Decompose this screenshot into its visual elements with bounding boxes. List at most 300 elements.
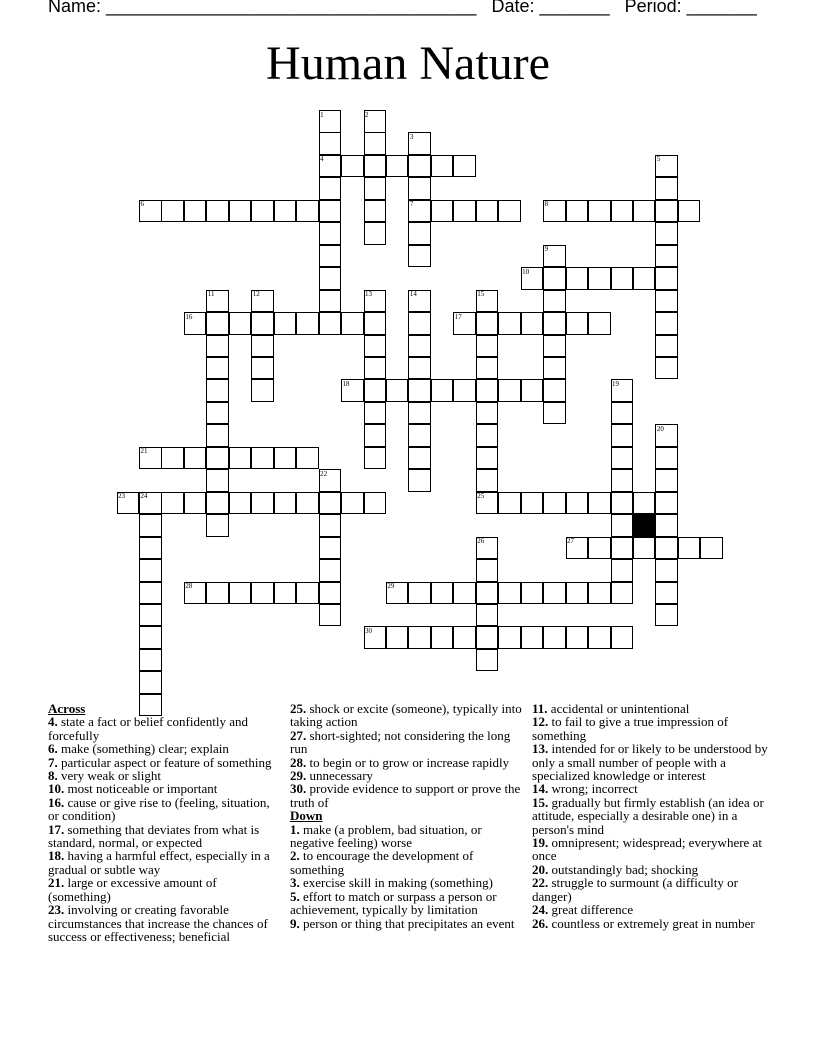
crossword-cell[interactable] xyxy=(251,357,274,380)
crossword-cell[interactable] xyxy=(655,537,678,560)
crossword-cell[interactable] xyxy=(229,312,252,335)
clue-text: to encourage the development of something xyxy=(290,848,474,877)
clue-number: 6. xyxy=(48,741,58,757)
clue-number: 12. xyxy=(532,714,549,730)
clue-number: 9. xyxy=(290,915,300,931)
crossword-cell[interactable] xyxy=(206,447,229,470)
crossword-cell[interactable] xyxy=(296,492,319,515)
crossword-cell[interactable] xyxy=(453,582,476,605)
crossword-cell[interactable] xyxy=(566,582,589,605)
crossword-cell[interactable] xyxy=(184,447,207,470)
across-clue xyxy=(290,782,522,809)
crossword-cell[interactable] xyxy=(206,582,229,605)
crossword-cell[interactable] xyxy=(274,582,297,605)
crossword-cell[interactable] xyxy=(588,267,611,290)
across-clue xyxy=(48,769,280,782)
cell-number: 14 xyxy=(409,290,417,299)
crossword-cell[interactable] xyxy=(364,402,387,425)
crossword-cell[interactable] xyxy=(139,514,162,537)
crossword-cell[interactable] xyxy=(543,402,566,425)
across-clue xyxy=(48,903,280,943)
crossword-cell[interactable] xyxy=(476,559,499,582)
down-clue xyxy=(532,702,772,715)
clue-text: very weak or slight xyxy=(61,768,162,784)
crossword-cell[interactable] xyxy=(408,335,431,358)
cell-number: 23 xyxy=(118,492,125,501)
clue-number: 19. xyxy=(532,835,549,851)
crossword-cell[interactable] xyxy=(476,424,499,447)
crossword-cell[interactable] xyxy=(408,469,431,492)
clue-number: 13. xyxy=(532,741,549,757)
crossword-cell[interactable] xyxy=(184,200,207,223)
crossword-cell[interactable] xyxy=(296,447,319,470)
date-label: Date: xyxy=(491,0,535,16)
crossword-cell[interactable] xyxy=(251,379,274,402)
crossword-cell[interactable] xyxy=(431,379,454,402)
crossword-cell[interactable] xyxy=(364,312,387,335)
crossword-cell[interactable] xyxy=(229,492,252,515)
clue-text: accidental or unintentional xyxy=(550,701,690,716)
crossword-cell[interactable] xyxy=(498,492,521,515)
crossword-cell[interactable] xyxy=(408,626,431,649)
crossword-cell[interactable] xyxy=(296,200,319,223)
crossword-cell[interactable] xyxy=(161,492,184,515)
clue-text: make (a problem, bad situation, or negative feeling) worse xyxy=(290,821,482,851)
crossword-cell[interactable] xyxy=(543,267,566,290)
crossword-cell[interactable] xyxy=(251,447,274,470)
crossword-cell[interactable] xyxy=(498,200,521,223)
down-clue xyxy=(532,876,772,903)
cell-number: 3 xyxy=(409,132,414,141)
crossword-cell[interactable] xyxy=(206,424,229,447)
down-clue xyxy=(290,890,522,917)
crossword-cell[interactable] xyxy=(611,537,634,560)
clue-number: 7. xyxy=(48,754,58,770)
crossword-cell[interactable] xyxy=(139,582,162,605)
crossword-cell[interactable] xyxy=(251,492,274,515)
crossword-cell[interactable] xyxy=(206,469,229,492)
crossword-cell[interactable] xyxy=(588,537,611,560)
crossword-cell[interactable] xyxy=(431,200,454,223)
crossword-cell[interactable] xyxy=(408,177,431,200)
crossword-cell[interactable] xyxy=(476,357,499,380)
clue-number: 21. xyxy=(48,875,65,891)
crossword-cell[interactable] xyxy=(206,402,229,425)
crossword-cell[interactable] xyxy=(319,312,342,335)
crossword-cell[interactable] xyxy=(408,357,431,380)
crossword-cell[interactable] xyxy=(521,626,544,649)
crossword-cell[interactable] xyxy=(408,582,431,605)
cell-number: 17 xyxy=(454,312,462,321)
crossword-cell[interactable] xyxy=(611,514,634,537)
across-heading: Across xyxy=(48,701,86,716)
crossword-cell[interactable] xyxy=(251,335,274,358)
crossword-cell[interactable] xyxy=(408,155,431,178)
crossword-cell[interactable] xyxy=(408,222,431,245)
crossword-cell[interactable] xyxy=(274,200,297,223)
crossword-cell[interactable] xyxy=(543,626,566,649)
across-clue xyxy=(48,823,280,850)
cell-number: 13 xyxy=(365,290,372,299)
clue-text: to begin or to grow or increase rapidly xyxy=(309,754,510,770)
crossword-cell[interactable] xyxy=(161,200,184,223)
across-clue xyxy=(48,782,280,795)
crossword-cell[interactable] xyxy=(341,155,364,178)
crossword-cell[interactable] xyxy=(408,424,431,447)
crossword-cell[interactable] xyxy=(521,312,544,335)
crossword-cell[interactable] xyxy=(364,200,387,223)
crossword-cell[interactable] xyxy=(655,582,678,605)
crossword-cell[interactable] xyxy=(700,537,723,560)
crossword-cell[interactable] xyxy=(476,335,499,358)
crossword-cell[interactable] xyxy=(319,267,342,290)
crossword-cell[interactable] xyxy=(364,492,387,515)
crossword-cell[interactable] xyxy=(139,537,162,560)
cell-number: 16 xyxy=(185,312,193,321)
crossword-cell[interactable] xyxy=(655,357,678,380)
page-title: Human Nature xyxy=(266,37,550,90)
crossword-cell[interactable] xyxy=(274,312,297,335)
crossword-cell[interactable] xyxy=(364,447,387,470)
crossword-cell[interactable] xyxy=(341,492,364,515)
clue-text: make (something) clear; explain xyxy=(61,741,229,757)
crossword-cell[interactable] xyxy=(319,200,342,223)
crossword-cell[interactable] xyxy=(453,626,476,649)
clue-text: exercise skill in making (something) xyxy=(303,875,493,891)
crossword-cell[interactable] xyxy=(655,222,678,245)
clue-text: short-sighted; not considering the long run xyxy=(290,727,511,757)
crossword-cell[interactable] xyxy=(611,424,634,447)
clue-text: having a harmful effect, especially in a gradual or subtle way xyxy=(48,848,270,877)
cell-number: 11 xyxy=(207,290,215,299)
crossword-cell[interactable] xyxy=(611,267,634,290)
down-heading: Down xyxy=(290,808,323,824)
crossword-cell[interactable] xyxy=(229,200,252,223)
crossword-cell[interactable] xyxy=(678,200,701,223)
crossword-cell[interactable] xyxy=(251,200,274,223)
crossword-cell[interactable] xyxy=(184,492,207,515)
crossword-cell[interactable] xyxy=(521,379,544,402)
period-line[interactable]: _______ xyxy=(686,0,757,16)
crossword-cell[interactable] xyxy=(543,379,566,402)
down-clue xyxy=(532,796,772,836)
crossword-cell[interactable] xyxy=(206,357,229,380)
clue-text: involving or creating favorable circumstances that increase the chances of success or effectiveness; beneficial xyxy=(48,902,268,944)
crossword-cell[interactable] xyxy=(431,155,454,178)
crossword-cell[interactable] xyxy=(319,177,342,200)
crossword-cell[interactable] xyxy=(588,200,611,223)
crossword-cell[interactable] xyxy=(678,537,701,560)
crossword-cell[interactable] xyxy=(655,267,678,290)
crossword-cell[interactable] xyxy=(408,245,431,268)
crossword-cell[interactable] xyxy=(611,469,634,492)
cell-number: 28 xyxy=(185,582,193,590)
cell-number: 1 xyxy=(320,110,324,119)
clue-text: cause or give rise to (feeling, situation, or condition) xyxy=(48,794,270,824)
crossword-cell[interactable] xyxy=(476,604,499,627)
crossword-cell[interactable] xyxy=(453,155,476,178)
crossword-cell[interactable] xyxy=(319,604,342,627)
crossword-cell[interactable] xyxy=(655,514,678,537)
down-clue xyxy=(290,823,522,850)
crossword-cell[interactable] xyxy=(364,132,387,155)
name-line[interactable]: _____________________________________ xyxy=(106,0,477,16)
crossword-cell[interactable] xyxy=(633,492,656,515)
cell-number: 30 xyxy=(365,626,372,635)
cell-number: 27 xyxy=(567,537,574,545)
crossword-cell[interactable] xyxy=(139,604,162,627)
crossword-cell[interactable] xyxy=(139,626,162,649)
crossword-cell[interactable] xyxy=(566,626,589,649)
cell-number: 29 xyxy=(387,582,395,590)
clue-number: 18. xyxy=(48,848,65,864)
across-clue xyxy=(48,756,280,769)
cell-number: 26 xyxy=(477,537,485,545)
across-clue xyxy=(290,729,522,756)
across-clue xyxy=(48,876,280,903)
crossword-cell[interactable] xyxy=(206,514,229,537)
crossword-cell[interactable] xyxy=(319,582,342,605)
crossword-cell[interactable] xyxy=(543,582,566,605)
crossword-cell[interactable] xyxy=(655,559,678,582)
crossword-cell[interactable] xyxy=(655,447,678,470)
crossword-cell[interactable] xyxy=(319,537,342,560)
clue-text: to fail to give a true impression of something xyxy=(532,714,729,743)
crossword-cell[interactable] xyxy=(319,492,342,515)
crossword-cell[interactable] xyxy=(206,335,229,358)
crossword-cell[interactable] xyxy=(453,379,476,402)
crossword-cell[interactable] xyxy=(521,492,544,515)
across-clue-list-part-2 xyxy=(290,702,522,809)
crossword-cell[interactable] xyxy=(588,626,611,649)
clue-text: provide evidence to support or prove the truth of xyxy=(290,781,521,810)
crossword-cell[interactable] xyxy=(206,312,229,335)
crossword-cell[interactable] xyxy=(611,582,634,605)
across-clue xyxy=(48,715,280,742)
clue-number: 22. xyxy=(532,875,549,891)
crossword-cell[interactable] xyxy=(476,469,499,492)
crossword-cell[interactable] xyxy=(364,155,387,178)
crossword-cell[interactable] xyxy=(274,447,297,470)
crossword-cell[interactable] xyxy=(408,379,431,402)
clue-text: particular aspect or feature of something xyxy=(61,754,272,770)
crossword-cell[interactable] xyxy=(476,649,499,672)
clue-text: something that deviates from what is standard, normal, or expected xyxy=(48,821,260,851)
crossword-cell[interactable] xyxy=(274,492,297,515)
crossword-cell[interactable] xyxy=(498,312,521,335)
down-clue xyxy=(290,876,522,889)
cell-number: 12 xyxy=(252,290,260,299)
across-clue xyxy=(290,769,522,782)
clue-text: effort to match or surpass a person or achievement, typically by limitation xyxy=(290,888,497,918)
crossword-cell[interactable] xyxy=(476,447,499,470)
crossword-cell[interactable] xyxy=(431,582,454,605)
crossword-cell[interactable] xyxy=(319,514,342,537)
crossword-cell[interactable] xyxy=(319,132,342,155)
crossword-cell[interactable] xyxy=(633,200,656,223)
crossword-cell[interactable] xyxy=(543,290,566,313)
crossword-cell[interactable] xyxy=(543,492,566,515)
cell-number: 18 xyxy=(342,379,350,388)
crossword-cell[interactable] xyxy=(431,626,454,649)
crossword-cell[interactable] xyxy=(364,335,387,358)
crossword-cell[interactable] xyxy=(386,626,409,649)
clue-number: 16. xyxy=(48,794,65,810)
cell-number: 15 xyxy=(477,290,485,299)
date-line[interactable]: _______ xyxy=(539,0,610,16)
crossword-cell[interactable] xyxy=(408,447,431,470)
crossword-cell[interactable] xyxy=(633,267,656,290)
down-clue xyxy=(290,849,522,876)
crossword-cell[interactable] xyxy=(364,379,387,402)
across-clue xyxy=(48,742,280,755)
clue-column-1 xyxy=(48,702,280,943)
crossword-cell[interactable] xyxy=(206,200,229,223)
crossword-cell[interactable] xyxy=(566,492,589,515)
crossword-cell[interactable] xyxy=(296,312,319,335)
crossword-cell[interactable] xyxy=(655,312,678,335)
down-clue xyxy=(532,903,772,916)
crossword-cell[interactable] xyxy=(655,290,678,313)
crossword-cell[interactable] xyxy=(655,177,678,200)
clue-number: 15. xyxy=(532,794,549,810)
clue-number: 5. xyxy=(290,888,300,904)
cell-number: 25 xyxy=(477,492,485,501)
down-clue xyxy=(532,742,772,782)
crossword-cell[interactable] xyxy=(364,424,387,447)
crossword-cell[interactable] xyxy=(476,626,499,649)
crossword-cell[interactable] xyxy=(611,626,634,649)
clue-text: large or excessive amount of (something) xyxy=(48,875,217,904)
crossword-cell[interactable] xyxy=(543,312,566,335)
cell-number: 6 xyxy=(140,200,144,209)
cell-number: 19 xyxy=(612,379,619,388)
crossword-cell[interactable] xyxy=(633,537,656,560)
crossword-cell[interactable] xyxy=(139,559,162,582)
crossword-cell[interactable] xyxy=(588,492,611,515)
crossword-cell[interactable] xyxy=(655,469,678,492)
crossword-cell[interactable] xyxy=(386,379,409,402)
crossword-cell[interactable] xyxy=(611,492,634,515)
clue-number: 11. xyxy=(532,701,548,716)
crossword-cell[interactable] xyxy=(251,582,274,605)
crossword-cell[interactable] xyxy=(386,155,409,178)
crossword-cell[interactable] xyxy=(611,559,634,582)
crossword-cell[interactable] xyxy=(364,222,387,245)
crossword-cell[interactable] xyxy=(498,379,521,402)
crossword-cell[interactable] xyxy=(476,402,499,425)
crossword-cell[interactable] xyxy=(161,447,184,470)
crossword-cell[interactable] xyxy=(139,671,162,694)
crossword-cell[interactable] xyxy=(251,312,274,335)
across-clue xyxy=(290,756,522,769)
cell-number: 22 xyxy=(320,469,328,478)
crossword-cell[interactable] xyxy=(206,492,229,515)
crossword-cell[interactable] xyxy=(543,335,566,358)
crossword-cell[interactable] xyxy=(588,312,611,335)
crossword-cell[interactable] xyxy=(296,582,319,605)
cell-number: 24 xyxy=(140,492,148,501)
crossword-cell[interactable] xyxy=(341,312,364,335)
crossword-cell[interactable] xyxy=(566,267,589,290)
clue-number: 27. xyxy=(290,727,307,743)
crossword-cell[interactable] xyxy=(319,559,342,582)
down-clue-list-part-1 xyxy=(290,823,522,930)
clue-number: 4. xyxy=(48,714,58,730)
down-clue xyxy=(532,782,772,795)
crossword-cell[interactable] xyxy=(543,357,566,380)
clue-text: omnipresent; widespread; everywhere at once xyxy=(532,835,762,864)
crossword-cell[interactable] xyxy=(611,402,634,425)
clue-text: most noticeable or important xyxy=(67,781,218,797)
clue-number: 10. xyxy=(48,781,65,797)
crossword-cell[interactable] xyxy=(476,200,499,223)
crossword-cell[interactable] xyxy=(611,200,634,223)
crossword-cell[interactable] xyxy=(655,604,678,627)
crossword-cell[interactable] xyxy=(566,312,589,335)
crossword-cell[interactable] xyxy=(655,492,678,515)
clue-text: countless or extremely great in number xyxy=(551,915,755,931)
crossword-cell[interactable] xyxy=(566,200,589,223)
down-clue xyxy=(532,917,772,930)
down-clue xyxy=(290,917,522,930)
crossword-cell[interactable] xyxy=(364,357,387,380)
crossword-cell[interactable] xyxy=(229,582,252,605)
cell-number: 10 xyxy=(522,267,530,276)
down-clue-list-part-2 xyxy=(532,702,772,930)
cell-number: 9 xyxy=(544,245,549,254)
crossword-cell[interactable] xyxy=(476,312,499,335)
crossword-cell[interactable] xyxy=(229,447,252,470)
crossword-cell[interactable] xyxy=(655,245,678,268)
crossword-cell[interactable] xyxy=(319,222,342,245)
crossword-cell[interactable] xyxy=(408,402,431,425)
crossword-cell[interactable] xyxy=(655,200,678,223)
crossword-cell[interactable] xyxy=(408,312,431,335)
clue-text: intended for or likely to be understood by only a small number of people with a specialized knowledge or interest xyxy=(532,741,768,784)
down-clue xyxy=(532,836,772,863)
clue-number: 3. xyxy=(290,875,300,891)
cell-number: 4 xyxy=(320,155,324,164)
crossword-cell[interactable] xyxy=(319,290,342,313)
cell-number: 7 xyxy=(409,200,414,209)
crossword-cell[interactable] xyxy=(476,582,499,605)
crossword-cell[interactable] xyxy=(476,379,499,402)
cell-number: 8 xyxy=(544,200,549,209)
crossword-cell[interactable] xyxy=(498,582,521,605)
crossword-cell[interactable] xyxy=(611,447,634,470)
crossword-cell[interactable] xyxy=(588,582,611,605)
crossword-cell[interactable] xyxy=(498,626,521,649)
crossword-cell[interactable] xyxy=(655,335,678,358)
crossword-cell[interactable] xyxy=(319,245,342,268)
crossword-cell[interactable] xyxy=(206,379,229,402)
crossword-cell[interactable] xyxy=(364,177,387,200)
clue-text: struggle to surmount (a difficulty or danger) xyxy=(532,875,738,904)
crossword-cell[interactable] xyxy=(521,582,544,605)
crossword-cell[interactable] xyxy=(453,200,476,223)
clue-number: 28. xyxy=(290,754,307,770)
clue-number: 29. xyxy=(290,768,307,784)
crossword-cell[interactable] xyxy=(139,649,162,672)
clue-text: wrong; incorrect xyxy=(551,781,638,797)
clue-text: outstandingly bad; shocking xyxy=(551,861,699,877)
clue-text: gradually but firmly establish (an idea or attitude, especially a desirable one) in a person's mind xyxy=(532,794,764,837)
cell-number: 2 xyxy=(365,110,369,119)
cell-number: 20 xyxy=(656,424,664,433)
clue-text: state a fact or belief confidently and forcefully xyxy=(48,714,248,743)
clue-number: 17. xyxy=(48,821,65,837)
